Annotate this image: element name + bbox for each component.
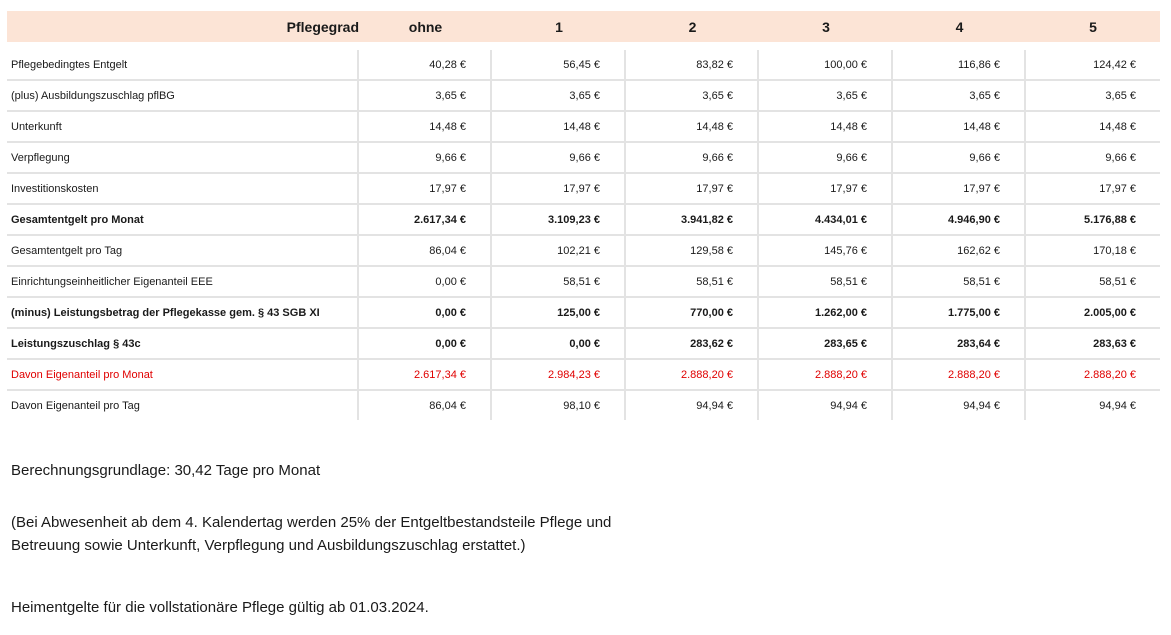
table-row [7,50,1160,81]
row-label: (minus) Leistungsbetrag der Pflegekasse gem. § 43 SGB XI [7,298,359,329]
row-value: 170,18 € [1026,236,1160,267]
row-value: 129,58 € [626,236,759,267]
row-value: 9,66 € [893,143,1026,174]
row-value: 770,00 € [626,298,759,329]
row-value: 94,94 € [1099,399,1136,412]
row-value: 2.888,20 € [626,360,759,391]
row-value: 283,64 € [893,329,1026,360]
row-value: 9,66 € [1026,143,1160,174]
row-value: 17,97 € [1026,174,1160,205]
row-value: 58,51 € [893,267,1026,298]
row-value: 14,48 € [359,112,492,143]
header-label: Pflegegrad [286,18,359,35]
row-value: 4.946,90 € [893,205,1026,236]
row-value: 0,00 € [359,329,492,360]
row-value: 14,48 € [626,112,759,143]
row-value: 2.617,34 € [359,360,492,391]
row-value: 2.888,20 € [893,360,1026,391]
row-value: 3,65 € [626,81,759,112]
header-label-cell [7,11,359,42]
row-value: 2.005,00 € [1026,298,1160,329]
row-value: 0,00 € [359,267,492,298]
row-value: 14,48 € [1026,112,1160,143]
row-value: 14,48 € [759,112,893,143]
row-value: 17,97 € [893,174,1026,205]
row-value: 86,04 € [359,391,492,420]
row-value: 145,76 € [759,236,893,267]
row-value: 17,97 € [759,174,893,205]
fee-table-container [7,11,1160,420]
fee-table [7,11,1160,420]
row-label: Pflegebedingtes Entgelt [7,50,359,81]
row-value: 3,65 € [893,81,1026,112]
row-value: 1.262,00 € [759,298,893,329]
row-value: 9,66 € [492,143,626,174]
row-value: 4.434,01 € [759,205,893,236]
row-value: 1.775,00 € [893,298,1026,329]
calculation-basis-note: Berechnungsgrundlage: 30,42 Tage pro Monat [11,462,321,479]
row-value: 283,62 € [626,329,759,360]
row-value: 116,86 € [893,50,1026,81]
row-value: 17,97 € [492,174,626,205]
row-label: Davon Eigenanteil pro Tag [7,391,359,420]
table-row [7,81,1160,112]
row-value: 3,65 € [759,81,893,112]
table-row [7,391,1160,420]
row-value: 283,63 € [1026,329,1160,360]
row-label: Einrichtungseinheitlicher Eigenanteil EEE [7,267,359,298]
row-value: 283,65 € [759,329,893,360]
row-value: 5.176,88 € [1026,205,1160,236]
row-label: Leistungszuschlag § 43c [7,329,359,360]
row-value: 98,10 € [492,391,626,420]
row-value: 94,94 € [759,391,893,420]
header-col-2: 2 [688,18,697,35]
header-col-4: 4 [955,18,964,35]
row-label: Davon Eigenanteil pro Monat [7,360,359,391]
row-value: 58,51 € [492,267,626,298]
table-row [7,298,1160,329]
row-value: 2.888,20 € [759,360,893,391]
row-value: 3,65 € [1026,81,1160,112]
row-value: 94,94 € [893,391,1026,420]
row-value: 58,51 € [759,267,893,298]
table-row [7,112,1160,143]
row-value: 17,97 € [359,174,492,205]
row-value: 14,48 € [893,112,1026,143]
header-col-ohne: ohne [408,18,443,35]
absence-note-line-1: (Bei Abwesenheit ab dem 4. Kalendertag werden 25% der Entgeltbestandsteile Pflege und [11,514,612,531]
row-label: Unterkunft [7,112,359,143]
row-value: 40,28 € [359,50,492,81]
validity-note: Heimentgelte für die vollstationäre Pflege gültig ab 01.03.2024. [11,599,429,616]
absence-note-line-2: Betreuung sowie Unterkunft, Verpflegung und Ausbildungszuschlag erstattet.) [11,537,526,554]
row-value: 83,82 € [626,50,759,81]
table-body [7,50,1160,420]
header-col-1: 1 [555,18,563,35]
row-value: 56,45 € [492,50,626,81]
header-col-3: 3 [822,18,830,35]
row-value: 102,21 € [492,236,626,267]
table-row [7,143,1160,174]
row-value: 86,04 € [359,236,492,267]
table-row [7,236,1160,267]
row-value: 100,00 € [759,50,893,81]
row-label: Gesamtentgelt pro Monat [7,205,359,236]
table-row [7,329,1160,360]
row-value: 9,66 € [626,143,759,174]
table-row [7,360,1160,391]
row-value: 162,62 € [893,236,1026,267]
row-value: 125,00 € [492,298,626,329]
table-row [7,174,1160,205]
header-spacer [7,42,1160,50]
row-value: 0,00 € [359,298,492,329]
absence-note [11,511,611,557]
row-value: 58,51 € [1026,267,1160,298]
row-label: (plus) Ausbildungszuschlag pflBG [7,81,359,112]
row-value: 124,42 € [1026,50,1160,81]
row-value: 3.109,23 € [492,205,626,236]
row-label: Gesamtentgelt pro Tag [7,236,359,267]
row-label: Investitionskosten [7,174,359,205]
row-value: 2.888,20 € [1026,360,1160,391]
row-value: 3.941,82 € [626,205,759,236]
row-value: 9,66 € [359,143,492,174]
header-col-5: 5 [1089,18,1097,35]
row-value: 3,65 € [359,81,492,112]
row-value: 3,65 € [492,81,626,112]
row-value: 0,00 € [492,329,626,360]
row-value: 94,94 € [626,391,759,420]
table-row [7,205,1160,236]
row-value: 17,97 € [626,174,759,205]
table-row [7,267,1160,298]
row-value: 58,51 € [626,267,759,298]
row-label: Verpflegung [7,143,359,174]
table-header-row [7,11,1160,42]
row-value: 2.617,34 € [359,205,492,236]
row-value: 9,66 € [759,143,893,174]
row-value: 2.984,23 € [492,360,626,391]
row-value: 14,48 € [492,112,626,143]
